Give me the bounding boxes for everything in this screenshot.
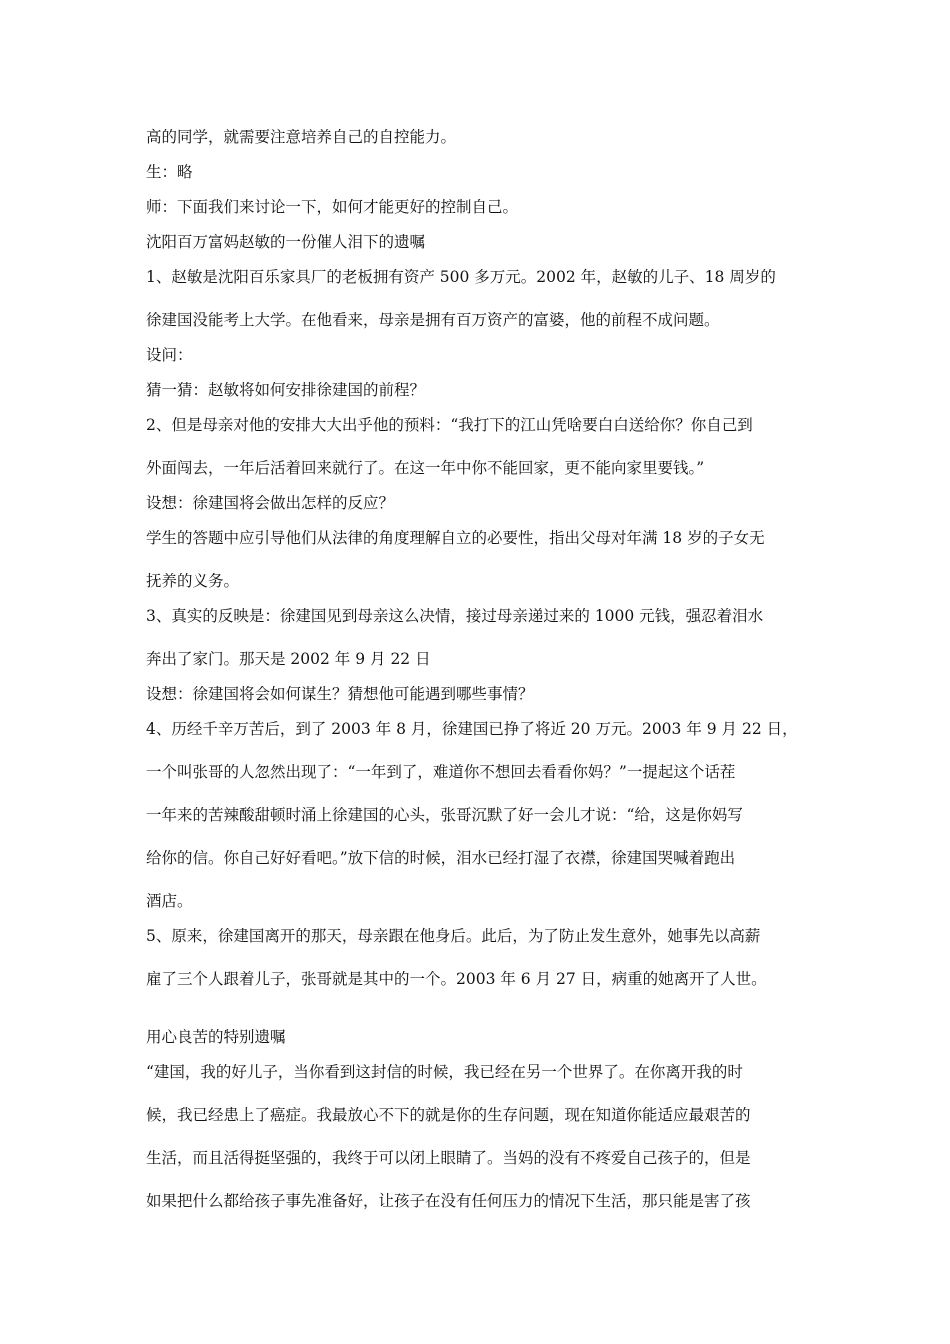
paragraph-line: 5、原来，徐建国离开的那天，母亲跟在他身后。此后，为了防止发生意外，她事先以高薪 bbox=[146, 927, 761, 945]
paragraph-line: 雇了三个人跟着儿子，张哥就是其中的一个。2003 年 6 月 27 日，病重的她离开了人世。 bbox=[146, 970, 767, 988]
paragraph-line: 学生的答题中应引导他们从法律的角度理解自立的必要性，指出父母对年满 18 岁的子女无 bbox=[146, 529, 765, 547]
paragraph-line: 抚养的义务。 bbox=[146, 572, 240, 590]
paragraph-line: 设问： bbox=[146, 346, 193, 364]
paragraph-line: 奔出了家门。那天是 2002 年 9 月 22 日 bbox=[146, 650, 431, 668]
paragraph-line: 3、真实的反映是：徐建国见到母亲这么决情，接过母亲递过来的 1000 元钱，强忍着泪水 bbox=[146, 607, 764, 625]
paragraph-line: 4、历经千辛万苦后，到了 2003 年 8 月，徐建国已挣了将近 20 万元。2003 年 9 月 22 日， bbox=[146, 720, 798, 738]
paragraph-line: 生活，而且活得挺坚强的，我终于可以闭上眼睛了。当妈的没有不疼爱自己孩子的，但是 bbox=[146, 1149, 751, 1167]
paragraph-line: 一年来的苦辣酸甜顿时涌上徐建国的心头，张哥沉默了好一会儿才说：“给，这是你妈写 bbox=[146, 806, 743, 824]
paragraph-line: 如果把什么都给孩子事先准备好，让孩子在没有任何压力的情况下生活，那只能是害了孩 bbox=[146, 1192, 751, 1210]
paragraph-line: 一个叫张哥的人忽然出现了：“一年到了，难道你不想回去看看你妈？”一提起这个话茬 bbox=[146, 763, 736, 781]
paragraph-line: 设想：徐建国将会如何谋生？猜想他可能遇到哪些事情？ bbox=[146, 685, 534, 703]
section-heading: 沈阳百万富妈赵敏的一份催人泪下的遗嘱 bbox=[146, 233, 426, 251]
paragraph-line: 高的同学，就需要注意培养自己的自控能力。 bbox=[146, 128, 457, 146]
paragraph-line: 生：略 bbox=[146, 163, 193, 181]
paragraph-line: 2、但是母亲对他的安排大大出乎他的预料：“我打下的江山凭啥要白白送给你？你自己到 bbox=[146, 416, 753, 434]
document-body bbox=[146, 126, 808, 1212]
paragraph-line: 外面闯去，一年后活着回来就行了。在这一年中你不能回家，更不能向家里要钱。” bbox=[146, 459, 705, 477]
paragraph-line: 设想：徐建国将会做出怎样的反应？ bbox=[146, 494, 395, 512]
paragraph-line: 给你的信。你自己好好看吧。”放下信的时候，泪水已经打湿了衣襟，徐建国哭喊着跑出 bbox=[146, 849, 736, 867]
paragraph-line: 师：下面我们来讨论一下，如何才能更好的控制自己。 bbox=[146, 198, 519, 216]
paragraph-line: “建国，我的好儿子，当你看到这封信的时候，我已经在另一个世界了。在你离开我的时 bbox=[146, 1063, 743, 1081]
section-heading: 用心良苦的特别遗嘱 bbox=[146, 1028, 286, 1046]
paragraph-line: 候，我已经患上了癌症。我最放心不下的就是你的生存问题，现在知道你能适应最艰苦的 bbox=[146, 1106, 751, 1124]
paragraph-line: 酒店。 bbox=[146, 892, 193, 910]
paragraph-line: 猜一猜：赵敏将如何安排徐建国的前程？ bbox=[146, 381, 426, 399]
paragraph-line: 徐建国没能考上大学。在他看来，母亲是拥有百万资产的富婆，他的前程不成问题。 bbox=[146, 311, 720, 329]
paragraph-line: 1、赵敏是沈阳百乐家具厂的老板拥有资产 500 多万元。2002 年，赵敏的儿子、18 周岁的 bbox=[146, 268, 776, 286]
